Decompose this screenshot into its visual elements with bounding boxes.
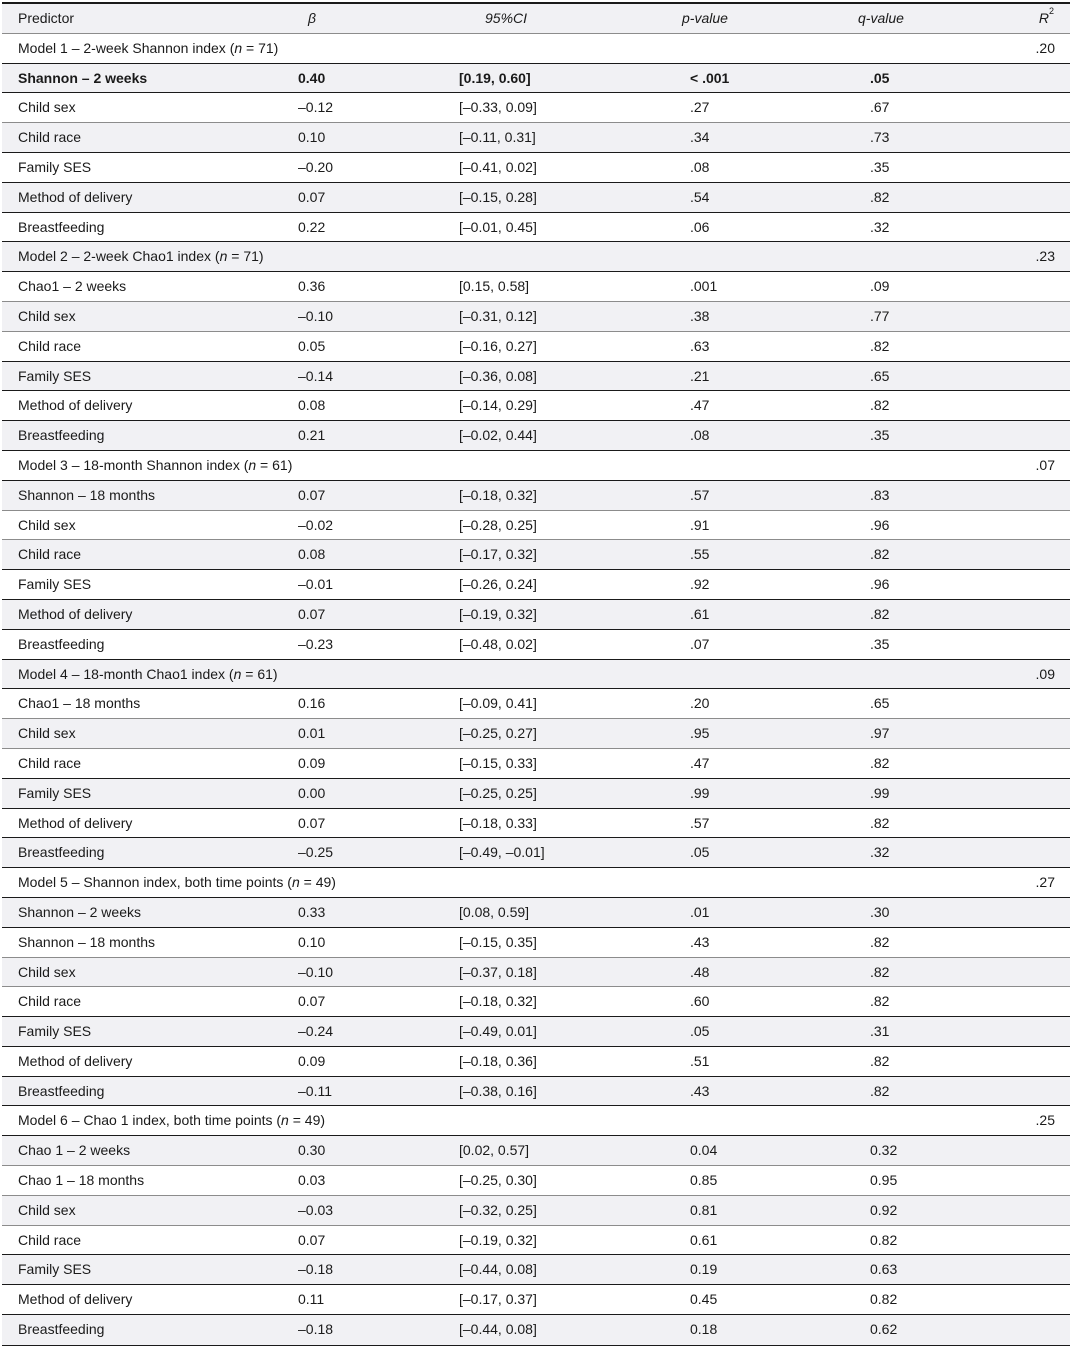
ci-cell: [–0.36, 0.08] xyxy=(459,367,537,384)
ci-cell: [–0.15, 0.28] xyxy=(459,188,537,205)
predictor-cell: Method of delivery xyxy=(18,397,133,414)
q-value-cell: .77 xyxy=(870,307,890,324)
ci-cell: [–0.25, 0.30] xyxy=(459,1172,537,1189)
table-body xyxy=(2,34,1070,1345)
table-row xyxy=(2,1255,1070,1285)
ci-cell: [0.08, 0.59] xyxy=(459,903,530,920)
beta-cell: –0.11 xyxy=(298,1082,332,1099)
beta-cell: 0.03 xyxy=(298,1172,326,1189)
p-value-cell: .99 xyxy=(690,784,710,801)
ci-cell: [–0.25, 0.27] xyxy=(459,725,537,742)
q-value-cell: .99 xyxy=(870,784,890,801)
header-predictor: Predictor xyxy=(18,10,75,26)
table-header-row xyxy=(2,4,1070,34)
beta-cell: –0.10 xyxy=(298,307,334,324)
q-value-cell: .82 xyxy=(870,754,890,771)
predictor-cell: Method of delivery xyxy=(18,1291,133,1308)
ci-cell: [–0.33, 0.09] xyxy=(459,99,537,116)
p-value-cell: 0.81 xyxy=(690,1201,718,1218)
p-value-cell: .001 xyxy=(690,278,718,295)
ci-cell: [0.19, 0.60] xyxy=(459,69,531,86)
p-value-cell: .55 xyxy=(690,546,710,563)
q-value-cell: .82 xyxy=(870,397,890,414)
q-value-cell: .09 xyxy=(870,278,890,295)
predictor-cell: Breastfeeding xyxy=(18,427,105,444)
header-p-value: p-value xyxy=(682,10,728,26)
q-value-cell: .96 xyxy=(870,576,890,593)
ci-cell: [–0.31, 0.12] xyxy=(459,307,537,324)
p-value-cell: .05 xyxy=(690,1023,710,1040)
beta-cell: –0.24 xyxy=(298,1023,334,1040)
header-beta: β xyxy=(308,10,316,26)
beta-cell: 0.08 xyxy=(298,397,326,414)
beta-cell: 0.09 xyxy=(298,1052,326,1069)
model-r-squared: .07 xyxy=(1035,456,1055,473)
model-label: Model 1 – 2-week Shannon index (n = 71) xyxy=(18,39,279,56)
table-row xyxy=(2,958,1070,988)
model-r-squared: .27 xyxy=(1035,874,1055,891)
predictor-cell: Breastfeeding xyxy=(18,1082,105,1099)
ci-cell: [–0.09, 0.41] xyxy=(459,695,537,712)
predictor-cell: Chao1 – 18 months xyxy=(18,695,141,712)
ci-cell: [–0.01, 0.45] xyxy=(459,218,537,235)
ci-cell: [–0.26, 0.24] xyxy=(459,576,537,593)
table-row xyxy=(2,1047,1070,1077)
predictor-cell: Child sex xyxy=(18,963,76,980)
table-row xyxy=(2,64,1070,94)
table-row xyxy=(2,481,1070,511)
predictor-cell: Child race xyxy=(18,337,82,354)
table-row xyxy=(2,272,1070,302)
predictor-cell: Method of delivery xyxy=(18,814,133,831)
q-value-cell: .65 xyxy=(870,367,890,384)
predictor-cell: Method of delivery xyxy=(18,605,133,622)
ci-cell: [–0.18, 0.33] xyxy=(459,814,537,831)
beta-cell: –0.20 xyxy=(298,158,334,175)
p-value-cell: .01 xyxy=(690,903,710,920)
model-label: Model 2 – 2-week Chao1 index (n = 71) xyxy=(18,248,264,265)
p-value-cell: .63 xyxy=(690,337,710,354)
ci-cell: [–0.41, 0.02] xyxy=(459,158,537,175)
ci-cell: [–0.18, 0.36] xyxy=(459,1052,537,1069)
p-value-cell: .08 xyxy=(690,158,710,175)
q-value-cell: 0.82 xyxy=(870,1291,898,1308)
beta-cell: 0.10 xyxy=(298,129,326,146)
table-row xyxy=(2,779,1070,809)
p-value-cell: .57 xyxy=(690,814,710,831)
beta-cell: 0.08 xyxy=(298,546,326,563)
predictor-cell: Family SES xyxy=(18,576,92,593)
p-value-cell: .34 xyxy=(690,129,710,146)
ci-cell: [–0.49, 0.01] xyxy=(459,1023,537,1040)
table-row xyxy=(2,630,1070,660)
predictor-cell: Shannon – 18 months xyxy=(18,486,155,503)
predictor-cell: Family SES xyxy=(18,367,92,384)
model-label: Model 4 – 18-month Chao1 index (n = 61) xyxy=(18,665,278,682)
ci-cell: [–0.38, 0.16] xyxy=(459,1082,537,1099)
table-row xyxy=(2,153,1070,183)
beta-cell: –0.10 xyxy=(298,963,334,980)
predictor-cell: Shannon – 2 weeks xyxy=(18,69,148,86)
beta-cell: 0.07 xyxy=(298,188,326,205)
predictor-cell: Child sex xyxy=(18,516,76,533)
q-value-cell: 0.62 xyxy=(870,1321,898,1338)
q-value-cell: .83 xyxy=(870,486,890,503)
q-value-cell: .97 xyxy=(870,725,890,742)
table-row xyxy=(2,600,1070,630)
q-value-cell: .32 xyxy=(870,218,890,235)
predictor-cell: Breastfeeding xyxy=(18,635,105,652)
p-value-cell: .57 xyxy=(690,486,710,503)
q-value-cell: .35 xyxy=(870,158,890,175)
predictor-cell: Child race xyxy=(18,546,82,563)
q-value-cell: .82 xyxy=(870,993,890,1010)
p-value-cell: 0.45 xyxy=(690,1291,718,1308)
table-row xyxy=(2,540,1070,570)
beta-cell: –0.03 xyxy=(298,1201,334,1218)
p-value-cell: 0.19 xyxy=(690,1261,718,1278)
model-r-squared: .09 xyxy=(1035,665,1055,682)
ci-cell: [–0.16, 0.27] xyxy=(459,337,537,354)
beta-cell: 0.36 xyxy=(298,278,326,295)
p-value-cell: .47 xyxy=(690,397,710,414)
q-value-cell: .30 xyxy=(870,903,890,920)
beta-cell: 0.11 xyxy=(298,1291,325,1308)
table-row xyxy=(2,1226,1070,1256)
table-row xyxy=(2,302,1070,332)
predictor-cell: Family SES xyxy=(18,1023,92,1040)
p-value-cell: 0.04 xyxy=(690,1142,718,1159)
p-value-cell: .91 xyxy=(690,516,710,533)
q-value-cell: .35 xyxy=(870,427,890,444)
beta-cell: –0.18 xyxy=(298,1261,334,1278)
predictor-cell: Chao1 – 2 weeks xyxy=(18,278,127,295)
beta-cell: –0.14 xyxy=(298,367,334,384)
q-value-cell: 0.92 xyxy=(870,1201,898,1218)
q-value-cell: .65 xyxy=(870,695,890,712)
ci-cell: [–0.18, 0.32] xyxy=(459,486,537,503)
predictor-cell: Breastfeeding xyxy=(18,844,105,861)
beta-cell: 0.07 xyxy=(298,993,326,1010)
table-row xyxy=(2,1285,1070,1315)
header-r-squared: $R^2$ xyxy=(1038,6,1054,26)
predictor-cell: Breastfeeding xyxy=(18,1321,105,1338)
ci-cell: [–0.18, 0.32] xyxy=(459,993,537,1010)
q-value-cell: .31 xyxy=(870,1023,890,1040)
p-value-cell: .27 xyxy=(690,99,710,116)
table-row xyxy=(2,511,1070,541)
predictor-cell: Child sex xyxy=(18,1201,76,1218)
predictor-cell: Child sex xyxy=(18,99,76,116)
ci-cell: [–0.19, 0.32] xyxy=(459,605,537,622)
table-row xyxy=(2,928,1070,958)
model-r-squared: .20 xyxy=(1035,39,1055,56)
predictor-cell: Family SES xyxy=(18,784,92,801)
p-value-cell: .51 xyxy=(690,1052,710,1069)
model-row xyxy=(2,1106,1070,1136)
beta-cell: 0.07 xyxy=(298,1231,326,1248)
model-label: Model 3 – 18-month Shannon index (n = 61) xyxy=(18,456,293,473)
beta-cell: –0.12 xyxy=(298,99,334,116)
table-row xyxy=(2,749,1070,779)
q-value-cell: .73 xyxy=(870,129,890,146)
q-value-cell: 0.32 xyxy=(870,1142,898,1159)
beta-cell: 0.07 xyxy=(298,486,326,503)
beta-cell: –0.25 xyxy=(298,844,334,861)
table-row xyxy=(2,1166,1070,1196)
beta-cell: –0.18 xyxy=(298,1321,334,1338)
table-row xyxy=(2,391,1070,421)
header-ci: 95%CI xyxy=(485,10,528,26)
table-row xyxy=(2,1136,1070,1166)
model-row xyxy=(2,868,1070,898)
table-row xyxy=(2,987,1070,1017)
model-r-squared: .25 xyxy=(1035,1112,1055,1129)
table-row xyxy=(2,1077,1070,1107)
predictor-cell: Method of delivery xyxy=(18,188,133,205)
ci-cell: [–0.14, 0.29] xyxy=(459,397,537,414)
table-row xyxy=(2,1315,1070,1345)
p-value-cell: .43 xyxy=(690,933,710,950)
q-value-cell: .82 xyxy=(870,188,890,205)
ci-cell: [–0.15, 0.35] xyxy=(459,933,537,950)
ci-cell: [–0.44, 0.08] xyxy=(459,1261,537,1278)
p-value-cell: 0.61 xyxy=(690,1231,718,1248)
ci-cell: [–0.15, 0.33] xyxy=(459,754,537,771)
beta-cell: 0.09 xyxy=(298,754,326,771)
table-row xyxy=(2,93,1070,123)
predictor-cell: Shannon – 2 weeks xyxy=(18,903,141,920)
model-row xyxy=(2,242,1070,272)
table-row xyxy=(2,362,1070,392)
table-row xyxy=(2,719,1070,749)
q-value-cell: .82 xyxy=(870,933,890,950)
ci-cell: [–0.37, 0.18] xyxy=(459,963,537,980)
table-row xyxy=(2,213,1070,243)
model-row xyxy=(2,34,1070,64)
q-value-cell: .82 xyxy=(870,814,890,831)
predictor-cell: Child race xyxy=(18,1231,82,1248)
p-value-cell: .54 xyxy=(690,188,710,205)
header-q-value: q-value xyxy=(858,10,904,26)
p-value-cell: .07 xyxy=(690,635,710,652)
predictor-cell: Shannon – 18 months xyxy=(18,933,155,950)
beta-cell: 0.00 xyxy=(298,784,326,801)
predictor-cell: Family SES xyxy=(18,158,92,175)
predictor-cell: Child race xyxy=(18,129,82,146)
ci-cell: [–0.02, 0.44] xyxy=(459,427,537,444)
q-value-cell: .35 xyxy=(870,635,890,652)
table-row xyxy=(2,421,1070,451)
ci-cell: [–0.49, –0.01] xyxy=(459,844,545,861)
predictor-cell: Child sex xyxy=(18,725,76,742)
beta-cell: 0.05 xyxy=(298,337,326,354)
model-row xyxy=(2,660,1070,690)
q-value-cell: .96 xyxy=(870,516,890,533)
predictor-cell: Family SES xyxy=(18,1261,92,1278)
q-value-cell: .82 xyxy=(870,1082,890,1099)
ci-cell: [–0.32, 0.25] xyxy=(459,1201,537,1218)
predictor-cell: Chao 1 – 18 months xyxy=(18,1172,145,1189)
q-value-cell: .82 xyxy=(870,1052,890,1069)
model-r-squared: .23 xyxy=(1035,248,1055,265)
regression-table xyxy=(2,2,1070,1346)
ci-cell: [0.02, 0.57] xyxy=(459,1142,530,1159)
predictor-cell: Chao 1 – 2 weeks xyxy=(18,1142,131,1159)
p-value-cell: .47 xyxy=(690,754,710,771)
beta-cell: 0.33 xyxy=(298,903,326,920)
beta-cell: –0.23 xyxy=(298,635,334,652)
ci-cell: [–0.19, 0.32] xyxy=(459,1231,537,1248)
ci-cell: [–0.48, 0.02] xyxy=(459,635,537,652)
beta-cell: 0.01 xyxy=(298,725,326,742)
beta-cell: –0.02 xyxy=(298,516,334,533)
beta-cell: 0.07 xyxy=(298,605,326,622)
ci-cell: [–0.17, 0.37] xyxy=(459,1291,537,1308)
table-row xyxy=(2,332,1070,362)
p-value-cell: .20 xyxy=(690,695,710,712)
table-row xyxy=(2,183,1070,213)
p-value-cell: .38 xyxy=(690,307,710,324)
q-value-cell: .82 xyxy=(870,963,890,980)
table-row xyxy=(2,898,1070,928)
beta-cell: 0.30 xyxy=(298,1142,326,1159)
table-row xyxy=(2,123,1070,153)
predictor-cell: Child race xyxy=(18,754,82,771)
p-value-cell: .08 xyxy=(690,427,710,444)
table-row xyxy=(2,689,1070,719)
p-value-cell: 0.85 xyxy=(690,1172,718,1189)
q-value-cell: .82 xyxy=(870,337,890,354)
p-value-cell: .61 xyxy=(690,605,710,622)
q-value-cell: .82 xyxy=(870,546,890,563)
predictor-cell: Breastfeeding xyxy=(18,218,105,235)
ci-cell: [–0.44, 0.08] xyxy=(459,1321,537,1338)
table-row xyxy=(2,1196,1070,1226)
beta-cell: 0.40 xyxy=(298,69,326,86)
table-row xyxy=(2,570,1070,600)
predictor-cell: Child sex xyxy=(18,307,76,324)
beta-cell: 0.22 xyxy=(298,218,326,235)
ci-cell: [–0.11, 0.31] xyxy=(459,129,536,146)
model-row xyxy=(2,451,1070,481)
ci-cell: [–0.17, 0.32] xyxy=(459,546,537,563)
p-value-cell: .06 xyxy=(690,218,710,235)
predictor-cell: Child race xyxy=(18,993,82,1010)
q-value-cell: 0.82 xyxy=(870,1231,898,1248)
p-value-cell: < .001 xyxy=(690,69,730,86)
q-value-cell: 0.63 xyxy=(870,1261,898,1278)
beta-cell: 0.21 xyxy=(298,427,326,444)
p-value-cell: .21 xyxy=(690,367,710,384)
q-value-cell: 0.95 xyxy=(870,1172,898,1189)
p-value-cell: .43 xyxy=(690,1082,710,1099)
ci-cell: [–0.28, 0.25] xyxy=(459,516,537,533)
p-value-cell: .95 xyxy=(690,725,710,742)
ci-cell: [–0.25, 0.25] xyxy=(459,784,537,801)
model-label: Model 6 – Chao 1 index, both time points (n = 49) xyxy=(18,1112,326,1129)
beta-cell: 0.16 xyxy=(298,695,326,712)
table-row xyxy=(2,1017,1070,1047)
predictor-cell: Method of delivery xyxy=(18,1052,133,1069)
p-value-cell: .05 xyxy=(690,844,710,861)
p-value-cell: .48 xyxy=(690,963,710,980)
q-value-cell: .82 xyxy=(870,605,890,622)
p-value-cell: .60 xyxy=(690,993,710,1010)
table-row xyxy=(2,809,1070,839)
p-value-cell: .92 xyxy=(690,576,710,593)
table-row xyxy=(2,838,1070,868)
q-value-cell: .05 xyxy=(870,69,890,86)
ci-cell: [0.15, 0.58] xyxy=(459,278,530,295)
beta-cell: –0.01 xyxy=(298,576,334,593)
beta-cell: 0.10 xyxy=(298,933,326,950)
q-value-cell: .67 xyxy=(870,99,890,116)
beta-cell: 0.07 xyxy=(298,814,326,831)
q-value-cell: .32 xyxy=(870,844,890,861)
p-value-cell: 0.18 xyxy=(690,1321,718,1338)
model-label: Model 5 – Shannon index, both time points (n = 49) xyxy=(18,874,336,891)
